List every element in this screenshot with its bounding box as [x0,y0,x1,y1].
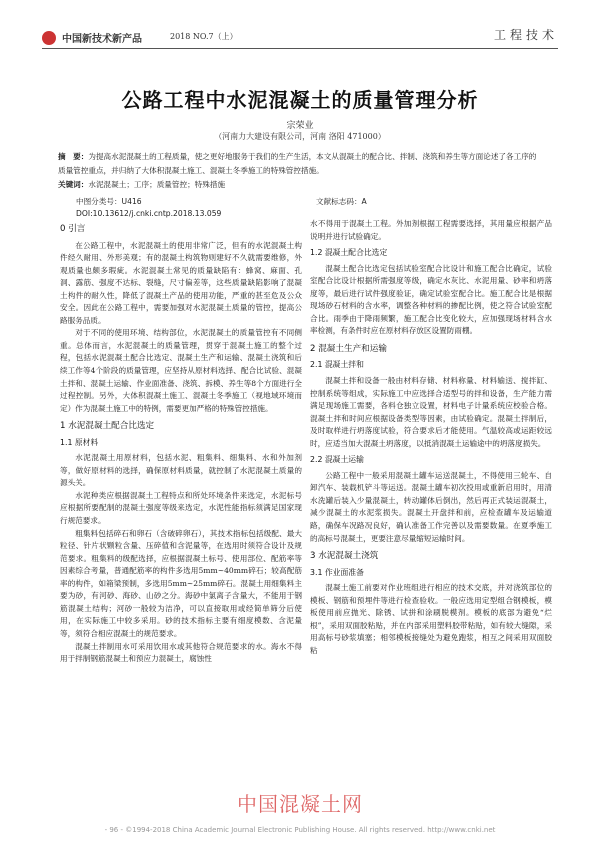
section-heading: 1 水泥混凝土配合比选定 [60,421,155,432]
paragraph: 水泥种类应根据混凝土工程特点和所处环境条件来选定，水泥标号应根据所要配制的混凝土强度等级来选定，水泥性能指标须满足国家现行规范要求。 [60,490,302,526]
paragraph: 在公路工程中，水泥混凝土的使用非常广泛，但有的水泥混凝土构件经久耐用、外形美观；有的混凝土构筑物则建好不久就需要维修，外观质量也颇多瑕疵。水泥混凝土常见的质量缺陷有：蜂窝、麻面、孔洞、露筋、强度不达标、裂缝，尺寸偏差等，这些质量缺陷影响了混凝土构件的耐久性，降低了混凝土产品的使用功能，严重的甚至危及公众安全。因此在公路工程中，需要加强对水泥混凝土质量的管控，提高公路服务品质。 [60,240,302,325]
paragraph: 水不得用于混凝土工程。外加剂根据工程需要选择，其用量应根据产品说明并进行试验确定。 [310,219,552,241]
journal-logo-icon [42,31,56,45]
paragraph: 公路工程中一般采用混凝土罐车运送混凝土，不得使用三轮车、自卸汽车、装载机铲斗等运送。混凝土罐车初次投用或重新启用时，用清水洗罐后装入少量混凝土，转动罐体后倒出，然后再正式装运混凝土，减少混凝土的水泥浆损失。混凝土开盘拌和前，应检查罐车及运输道路，确保车况路况良好，确认准备工作完善以及需要数量。在夏季施工的高标号混凝土，更要注意尽量缩短运输时间。 [310,470,552,543]
document-code: 文献标志码：A [316,197,367,206]
page-number: - 96 - [104,826,123,834]
paragraph: 混凝土施工前要对作业班组进行相应的技术交底，并对浇筑部位的模板、钢筋和预埋件等进行检查验收。一般应选用定型组合钢模板，模板使用前应抛光、除锈、试拼和涂刷脱模剂。模板的底部为避免“烂根”，采用双面胶粘贴，并在内部采用塑料胶带粘贴，如有较大缝隙，采用高标号砂浆填塞；相邻模板接缝处为避免跑浆，相互之间采用双面胶粘 [310,583,552,655]
article-title: 公路工程中水泥混凝土的质量管理分析 [121,88,479,112]
abstract [58,150,542,192]
section-heading: 0 引言 [60,224,86,234]
column-label: 工程技术 [493,28,558,42]
subsection-heading: 2.1 混凝土拌和 [310,360,364,370]
subsection-heading: 1.1 原材料 [60,437,99,447]
left-column [60,218,302,666]
abstract-text: 为提高水泥混凝土的工程质量，使之更好地服务于我们的生产生活，本文从混凝土的配合比、拌制、浇筑和养生等方面论述了各工序的质量管控重点，并归纳了大体积混凝土施工、混凝土冬季施工的特殊管控措施。 [58,152,537,175]
right-column [310,218,552,658]
site-watermark: 中国混凝土网 [237,792,363,816]
copyright-text: ©1994-2018 China Academic Journal Electronic Publishing House. All rights reserved. http://www.cnki.net [125,826,496,834]
article-meta [76,196,524,220]
issue-label: 2018 NO.7（上） [170,32,238,41]
section-heading: 3 水泥混凝土浇筑 [310,551,379,562]
subsection-heading: 2.2 混凝土运输 [310,455,364,465]
paragraph: 水泥混凝土用原材料，包括水泥、粗集料、细集料、水和外加剂等，做好原材料的选择，确保原材料质量，就控制了水泥混凝土质量的源头关。 [60,453,302,488]
paragraph: 粗集料包括碎石和卵石（含破碎卵石），其技术指标包括级配、最大粒径、针片状颗粒含量、压碎值和含泥量等，在选用时须符合设计及规范要求。粗集料的级配选择，应根据混凝土标号、使用部位、配筋率等因素综合考量，普通配筋率的构件多选用5mm~40mm碎石；较高配筋率的构件，如箱梁预制，多选用5mm~25mm碎石。混凝土用细集料主要为砂，有河砂、海砂、山砂之分。海砂中氯离子含量大，不能用于钢筋混凝土结构；河砂一般较为洁净，可以直接取用或经简单筛分后使用，在实际施工中较多采用。砂的技术指标主要有细度模数、含泥量等，须符合相应混凝土的规范要求。 [60,528,302,638]
page-header [42,28,558,50]
paragraph: 混凝土配合比选定包括试验室配合比设计和施工配合比确定，试验室配合比设计根据所需强度等级，确定水灰比、水泥用量、砂率和坍落度等，最后进行试件强度验证，确定试验室配合比。施工配合比是根据现场砂石材料的含水率，调整各种材料的掺配比例，使之符合试验室配合比。雨季由于降雨频繁，施工配合比变化较大，应加强现场材料含水率检测，有条件时应在原材料存放区设置防雨棚。 [310,263,552,336]
header-rule [42,48,558,49]
copyright-footer [0,826,600,834]
affiliation: （河南力大建设有限公司，河南 洛阳 471000） [214,132,386,141]
abstract-label: 摘 要： [58,152,89,161]
journal-name: 中国新技术新产品 [62,34,142,45]
section-heading: 2 混凝土生产和运输 [310,343,387,354]
keywords-label: 关键词： [58,180,89,189]
author: 宗荣业 [286,121,314,131]
subsection-heading: 3.1 作业面准备 [310,567,364,577]
clc-number: 中图分类号：U416 [76,197,142,206]
keywords: 水泥混凝土；工序；质量管控；特殊措施 [88,180,226,189]
subsection-heading: 1.2 混凝土配合比选定 [310,248,388,258]
paragraph: 混凝土拌制用水可采用饮用水或其他符合规范要求的水。海水不得用于拌制钢筋混凝土和预应力混凝土，腐蚀性 [60,641,302,664]
paragraph: 对于不同的使用环境、结构部位，水泥混凝土的质量管控有不同侧重。总体而言，水泥混凝土的质量管理，贯穿于混凝土施工的整个过程，包括水泥混凝土配合比选定、混凝土生产和运输、混凝土浇筑和后续工作等4个阶段的质量管理，应坚持从原材料选择、配合比试验、混凝土拌和、混凝土运输、作业面准备、浇筑、拆模、养生等8个方面进行全过程控制。另外，大体积混凝土施工、混凝土冬季施工（视地域环境而定）作为混凝土施工中的特例，需要更加严格的特殊管控措施。 [60,328,302,413]
doi: DOI:10.13612/j.cnki.cntp.2018.13.059 [76,209,222,218]
paragraph: 混凝土拌和设备一般由材料存储、材料称量、材料输送、搅拌缸、控制系统等组成，实际施工中应选择合适型号的拌和设备，生产能力需满足现场施工需要，各料仓独立设置，材料电子计量系统应校验合格。混凝土拌和时间应根据设备类型等因素，由试验确定。混凝土拌制后，及时取样进行坍落度试验，符合要求后才能使用。气温较高或运距较远时，应适当加大混凝土坍落度，以抵消混凝土运输途中的坍落度损失。 [310,376,552,448]
